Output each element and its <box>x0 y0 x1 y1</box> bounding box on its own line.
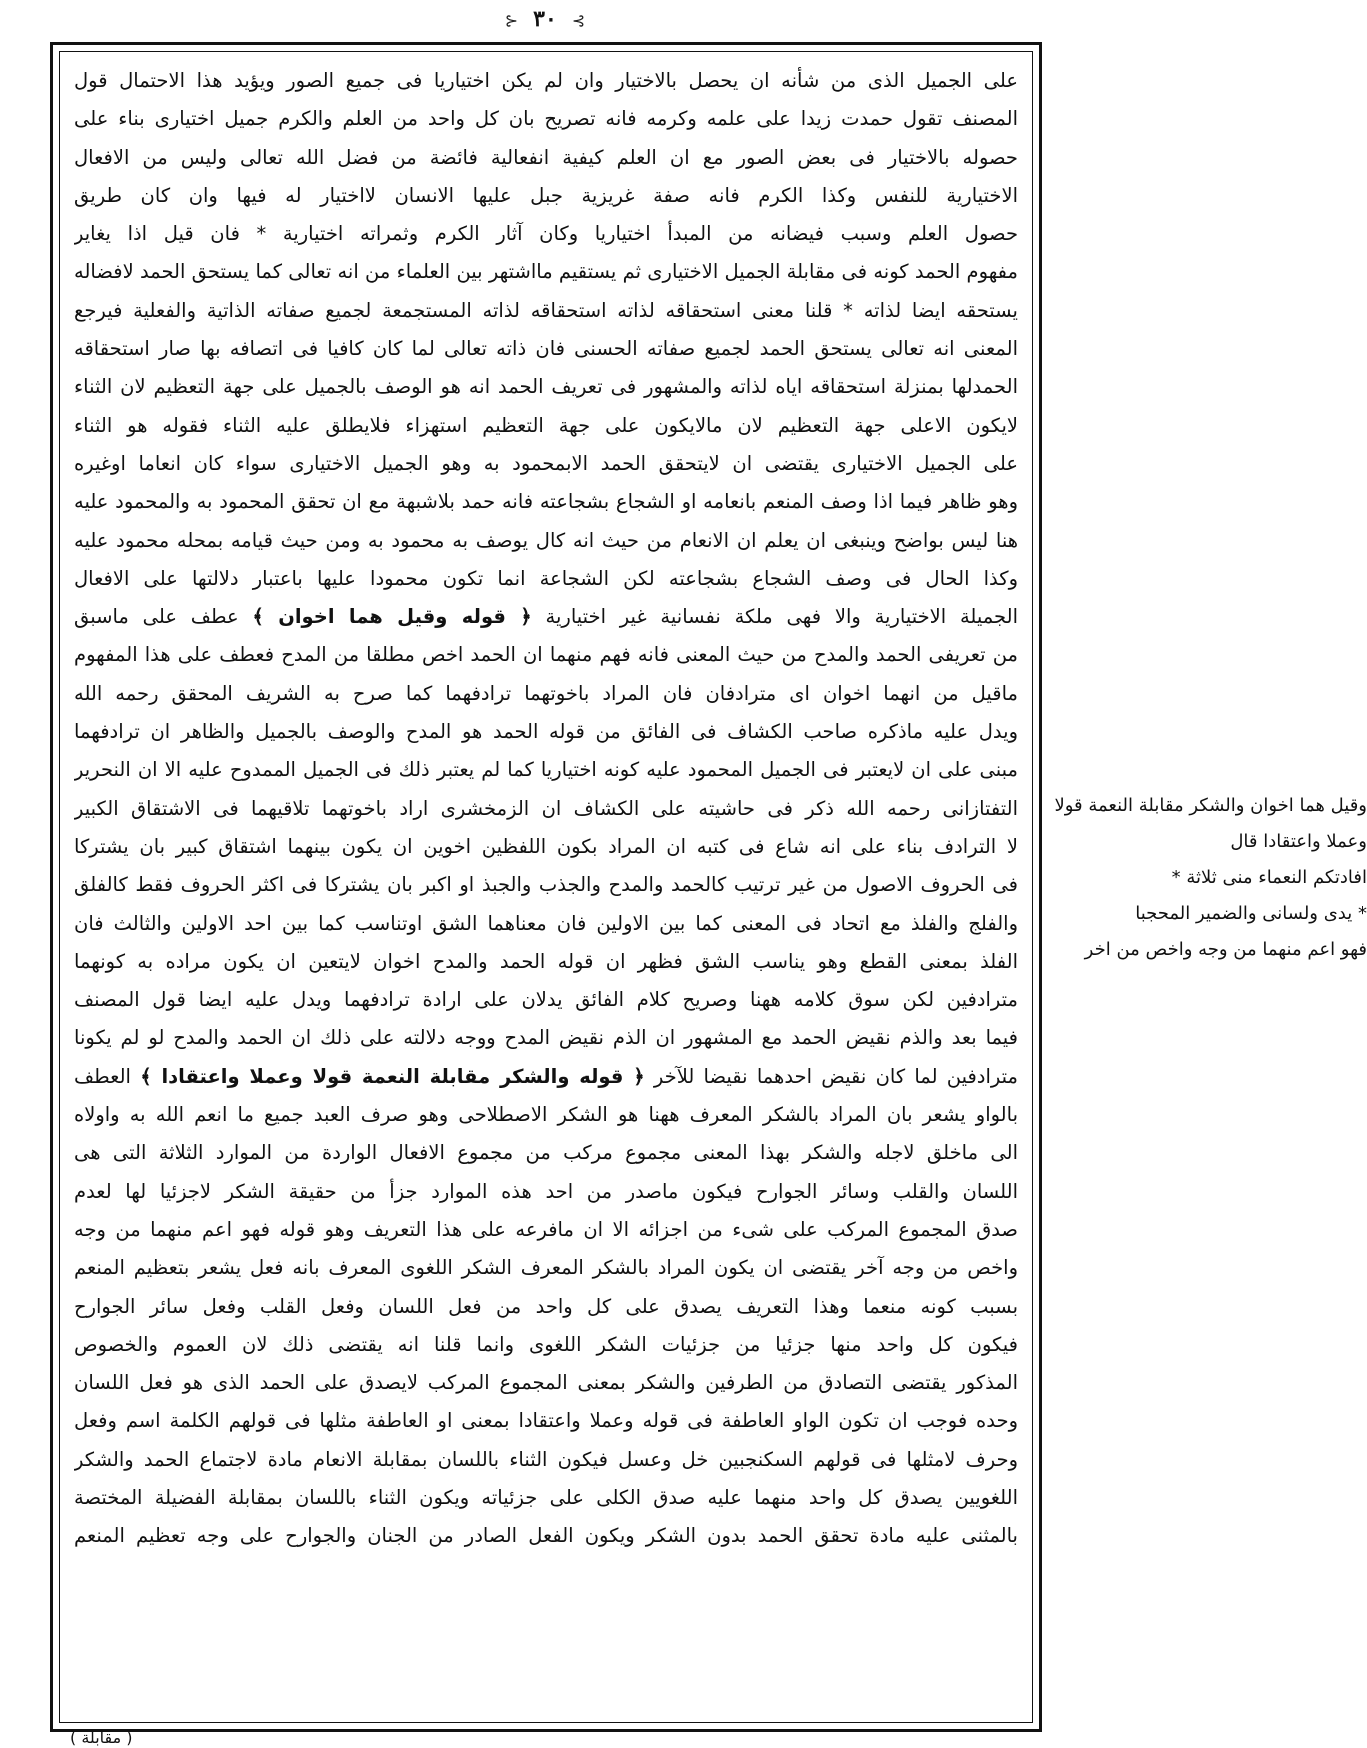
text-line: على الجميل الاختيارى يقتضى ان لايتحقق الحمد الابمحمود به وهو الجميل الاختيارى سواء كان انعاما اوغيره <box>74 451 1018 475</box>
catchword: ( مقابلة ) <box>70 1728 133 1747</box>
text-line: اللسان والقلب وسائر الجوارح فيكون ماصدر من احد هذه الموارد جزأ من حقيقة الشكر لاجزئيا لها لعدم <box>74 1179 1018 1203</box>
main-commentary-text <box>74 62 1018 1556</box>
text-line: هنا ليس بواضح وينبغى ان يعلم ان الانعام من حيث انه كال يوصف به محمود به ومن حيث قيامه بمحله محمود عليه <box>74 528 1018 552</box>
text-line: اللغويين يصدق كل واحد منهما عليه صدق الكلى على جزئياته ويكون الثناء باللسان بمقابلة الفضيلة المختصة <box>74 1485 1018 1509</box>
text-line: لايكون الاعلى جهة التعظيم لان مالايكون على جهة التعظيم استهزاء فلايطلق عليه الثناء فقوله هو الثناء <box>74 413 1018 437</box>
text-line: وكذا الحال فى وصف الشجاع بشجاعته لكن الشجاعة انما تكون محمودا عليها باعتبار دلالتها على الافعال <box>74 566 1018 590</box>
margin-line: وقيل هما اخوان والشكر مقابلة النعمة قولا <box>1054 795 1367 816</box>
text-line: التفتازانى رحمه الله ذكر فى حاشيته على الكشاف ان الزمخشرى اراد باخوتهما تلاقيهما فى الاشتقاق الكبير <box>74 796 1018 820</box>
inline-heading: ﴿ قوله وقيل هما اخوان ﴾ <box>252 605 532 629</box>
text-line: بالمثنى عليه مادة تحقق الحمد بدون الشكر ويكون الفعل الصادر من الجنان والجوارح على وجه تعظيم المنعم <box>74 1524 1018 1548</box>
inline-heading: ﴿ قوله والشكر مقابلة النعمة قولا وعملا واعتقادا ﴾ <box>140 1064 645 1088</box>
text-line-with-heading <box>74 598 1018 636</box>
text-segment: مترادفين لما كان نقيض احدهما نقيضا للآخر <box>653 1064 1018 1088</box>
text-line: لا الترادف بناء على انه شاع فى كتبه ان المراد بكون اللفظين اخوين ان يكون بينهما اشتقاق كبير بان يشتركا <box>74 834 1018 858</box>
text-line: المذكور يقتضى التصادق من الطرفين والشكر بمعنى المجموع المركب لايصدق على الحمد الذى هو فعل اللسان <box>74 1371 1018 1395</box>
text-line: فيكون كل واحد منها جزئيا من جزئيات الشكر اللغوى وانما قلنا انه يقتضى ذلك لان العموم والخصوص <box>74 1332 1018 1356</box>
text-line: حصول العلم وسبب فيضانه من المبدأ اختياريا وكان آثار الكرم وثمراته اختيارية * فان قيل اذا يغاير <box>74 222 1018 246</box>
text-line: الحمدلها بمنزلة استحقاقه اياه لذاته والمشهور فى تعريف الحمد انه هو الوصف بالجميل على جهة التعظيم لان الثناء <box>74 375 1018 399</box>
text-line: مفهوم الحمد كونه فى مقابلة الجميل الاختيارى ثم يستقيم مااشتهر بين العلماء من انه تعالى كما يستحق الحمد لافضاله <box>74 260 1018 284</box>
text-line: وحده فوجب ان تكون الواو العاطفة فى قوله وعملا واعتقادا بمعنى او العاطفة مثلها فى قولهم الكلمة اسم وفعل <box>74 1409 1018 1433</box>
text-line: ويدل عليه ماذكره صاحب الكشاف فى الفائق من قوله الحمد هو المدح والوصف بالجميل والظاهر ان ترادفهما <box>74 720 1018 744</box>
text-line: الفلذ بمعنى القطع وهو يناسب الشق فظهر ان قوله الحمد والمدح اخوان لايتعين ان يكون مراده به كونهما <box>74 949 1018 973</box>
text-line: بسبب كونه منعما وهذا التعريف يصدق على كل واحد من فعل اللسان وفعل القلب وفعل سائر الجوارح <box>74 1294 1018 1318</box>
text-line: المعنى انه تعالى يستحق الحمد لجميع صفاته الحسنى فان ذاته تعالى لما كان كافيا فى اتصافه بها صار استحقاقه <box>74 337 1018 361</box>
text-frame <box>50 42 1042 1732</box>
text-line: ماقيل من انهما اخوان اى مترادفان فان المراد باخوتهما ترادفهما كما صرح به الشريف المحقق رحمه الله <box>74 681 1018 705</box>
text-segment: العطف <box>74 1064 131 1088</box>
text-line: وحرف لامثلها فى قولهم السكنجبين خل وعسل فيكون الثناء باللسان بمقابلة الانعام مادة لاجتماع الحمد والشكر <box>74 1447 1018 1471</box>
text-line: الاختيارية للنفس وكذا الكرم فانه صفة غريزية جبل عليها الانسان لااختيار له فيها وان كان طريق <box>74 183 1018 207</box>
page-number <box>470 4 620 34</box>
text-line: مبنى على ان لايعتبر فى الجميل المحمود عليه كونه اختياريا كما لم يعتبر ذلك فى الجميل الممدوح عليه الا ان النحرير <box>74 758 1018 782</box>
margin-matn-text <box>1042 788 1367 968</box>
text-line: يستحقه ايضا لذاته * قلنا معنى استحقاقه لذاته استحقاقه لذاته المستجمعة لجميع صفاته الذاتية والفعلية فيرجع <box>74 298 1018 322</box>
margin-line: فهو اعم منهما من وجه واخص من اخر <box>1084 939 1367 960</box>
margin-line: * يدى ولسانى والضمير المحجبا <box>1135 903 1367 924</box>
ornament-left: ⊰ <box>504 11 519 30</box>
text-line: والفلج والفلذ مع اتحاد فى المعنى كما بين الاولين فان معناهما الشق اوتناسب كما بين احد الاولين والثالث فان <box>74 911 1018 935</box>
text-frame-inner <box>59 51 1033 1723</box>
text-line: واخص من وجه آخر يقتضى ان يكون المراد بالشكر المعرف الشكر اللغوى المعرف بانه فعل يشعر بتعظيم المنعم <box>74 1256 1018 1280</box>
text-line: على الجميل الذى من شأنه ان يحصل بالاختيار وان لم يكن اختياريا فى جميع الصور ويؤيد هذا الاحتمال قول <box>74 69 1018 92</box>
text-line: من تعريفى الحمد والمدح من حيث المعنى فانه فهم منهما ان الحمد اخص مطلقا من المدح فعطف على هذا المفهوم <box>74 643 1018 667</box>
text-line: المصنف تقول حمدت زيدا على علمه وكرمه فانه تصريح بان كل واحد من العلم والكرم جميل اختيارى بناء على <box>74 107 1018 131</box>
text-line: وهو ظاهر فيما اذا وصف المنعم بانعامه او الشجاع بشجاعته فانه حمد بلاشبهة مع ان تحقق المحمود به والمحمود عليه <box>74 490 1018 514</box>
text-line: فيما بعد والذم نقيض الحمد مع المشهور ان الذم نقيض المدح ووجه دلالته على ذلك ان الحمد والمدح لو لم يكونا <box>74 1026 1018 1050</box>
text-line-with-heading <box>74 1058 1018 1096</box>
text-line: بالواو يشعر بان المراد بالشكر المعرف ههنا هو الشكر الاصطلاحى وهو صرف العبد جميع ما انعم الله به واولاه <box>74 1103 1018 1127</box>
margin-line: وعملا واعتقادا قال <box>1230 831 1367 852</box>
text-line: حصوله بالاختيار فى بعض الصور مع ان العلم كيفية انفعالية فائضة من فضل الله تعالى وليس من الافعال <box>74 145 1018 169</box>
text-line: الى ماخلق لاجله والشكر بهذا المعنى مجموع مركب من مجموع الافعال الواردة من الموارد الثلاثة التى هى <box>74 1141 1018 1165</box>
page-number-value: ٣٠ <box>533 6 557 32</box>
text-segment: الجميلة الاختيارية والا فهى ملكة نفسانية غير اختيارية <box>545 605 1018 629</box>
margin-line: افادتكم النعماء منى ثلاثة * <box>1171 867 1367 888</box>
ornament-right: ⊱ <box>571 11 586 30</box>
text-line: مترادفين لكن سوق كلامه ههنا وصريح كلام الفائق يدلان على ارادة ترادفهما ويدل عليه ايضا قول المصنف <box>74 988 1018 1012</box>
text-segment: عطف على ماسبق <box>74 605 239 629</box>
text-line: فى الحروف الاصول من غير ترتيب كالحمد والمدح والجذب والجبذ او اكبر بان يشتركا فى اكثر الحروف فقط كالفلق <box>74 873 1018 897</box>
text-line: صدق المجموع المركب على شىء من اجزائه الا ان مافرعه على هذا التعريف وهو قوله فهو اعم منهما من وجه <box>74 1217 1018 1241</box>
